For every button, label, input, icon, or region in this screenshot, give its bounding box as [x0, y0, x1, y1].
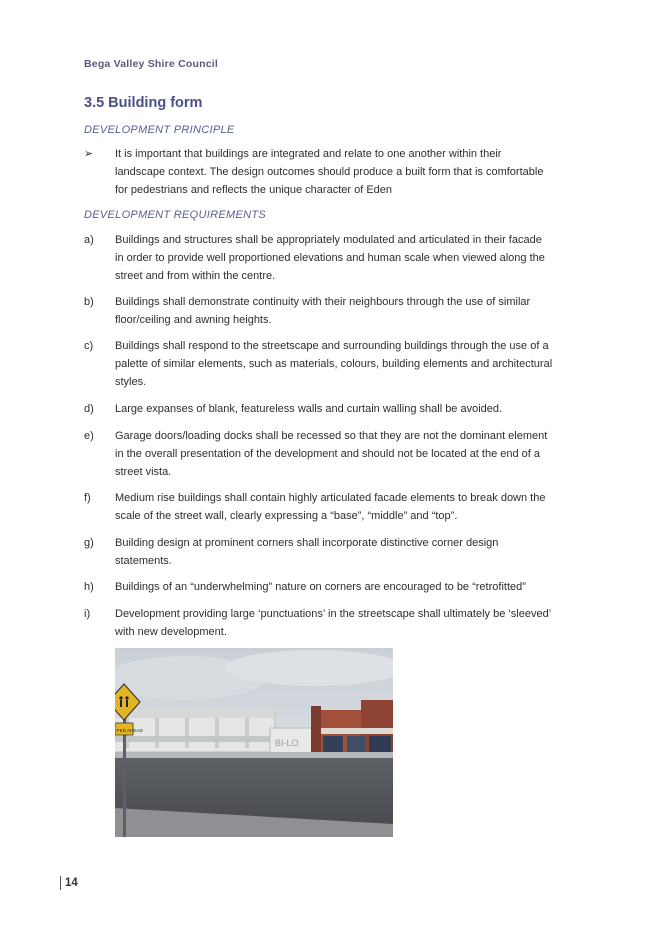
- principle-text: It is important that buildings are integrated and relate to one another within their landscape context. The design outcomes should produce a built form that is comfortable for pedestrians and reflects the unique character of Eden: [115, 148, 544, 196]
- item-marker: i): [84, 608, 91, 620]
- item-text: Building design at prominent corners shall incorporate distinctive corner design statements.: [115, 537, 499, 567]
- sign-text: PED AHEAD: [116, 728, 143, 733]
- item-text: Development providing large ‘punctuations’ in the streetscape shall ultimately be ‘sleeved’ with new development.: [115, 608, 551, 638]
- item-marker: a): [84, 234, 94, 246]
- item-marker: e): [84, 430, 94, 442]
- shop-sign: BI-LO: [275, 738, 299, 748]
- item-marker: c): [84, 340, 94, 352]
- organization-header: Bega Valley Shire Council: [84, 58, 218, 70]
- section-title: 3.5 Building form: [84, 95, 203, 111]
- item-marker: b): [84, 296, 94, 308]
- item-marker: d): [84, 403, 94, 415]
- item-text: Buildings shall respond to the streetscape and surrounding buildings through the use of a palette of similar elements, such as materials, colours, building elements and architectural styles.: [115, 340, 553, 388]
- item-marker: f): [84, 492, 91, 504]
- item-text: Buildings shall demonstrate continuity with their neighbours through the use of similar floor/ceiling and awning heights.: [115, 296, 531, 326]
- principle-heading: DEVELOPMENT PRINCIPLE: [84, 124, 235, 136]
- item-marker: h): [84, 581, 94, 593]
- item-text: Garage doors/loading docks shall be recessed so that they are not the dominant element in the overall presentation of the development and should not be located at the end of a street vista.: [115, 430, 548, 478]
- item-text: Buildings and structures shall be appropriately modulated and articulated in their facade in order to provide well proportioned elevations and human scale when viewed along the street and from within the centre.: [115, 234, 545, 282]
- streetscape-photo: [115, 648, 393, 837]
- arrow-bullet-icon: ➢: [84, 148, 94, 160]
- item-text: Large expanses of blank, featureless walls and curtain walling shall be avoided.: [115, 403, 503, 415]
- item-text: Buildings of an “underwhelming” nature on corners are encouraged to be “retrofitted”: [115, 581, 526, 593]
- item-marker: g): [84, 537, 94, 549]
- requirements-heading: DEVELOPMENT REQUIREMENTS: [84, 209, 267, 221]
- page-number: 14: [60, 876, 78, 890]
- item-text: Medium rise buildings shall contain highly articulated facade elements to break down the scale of the street wall, clearly expressing a “base”, “middle” and “top”.: [115, 492, 546, 522]
